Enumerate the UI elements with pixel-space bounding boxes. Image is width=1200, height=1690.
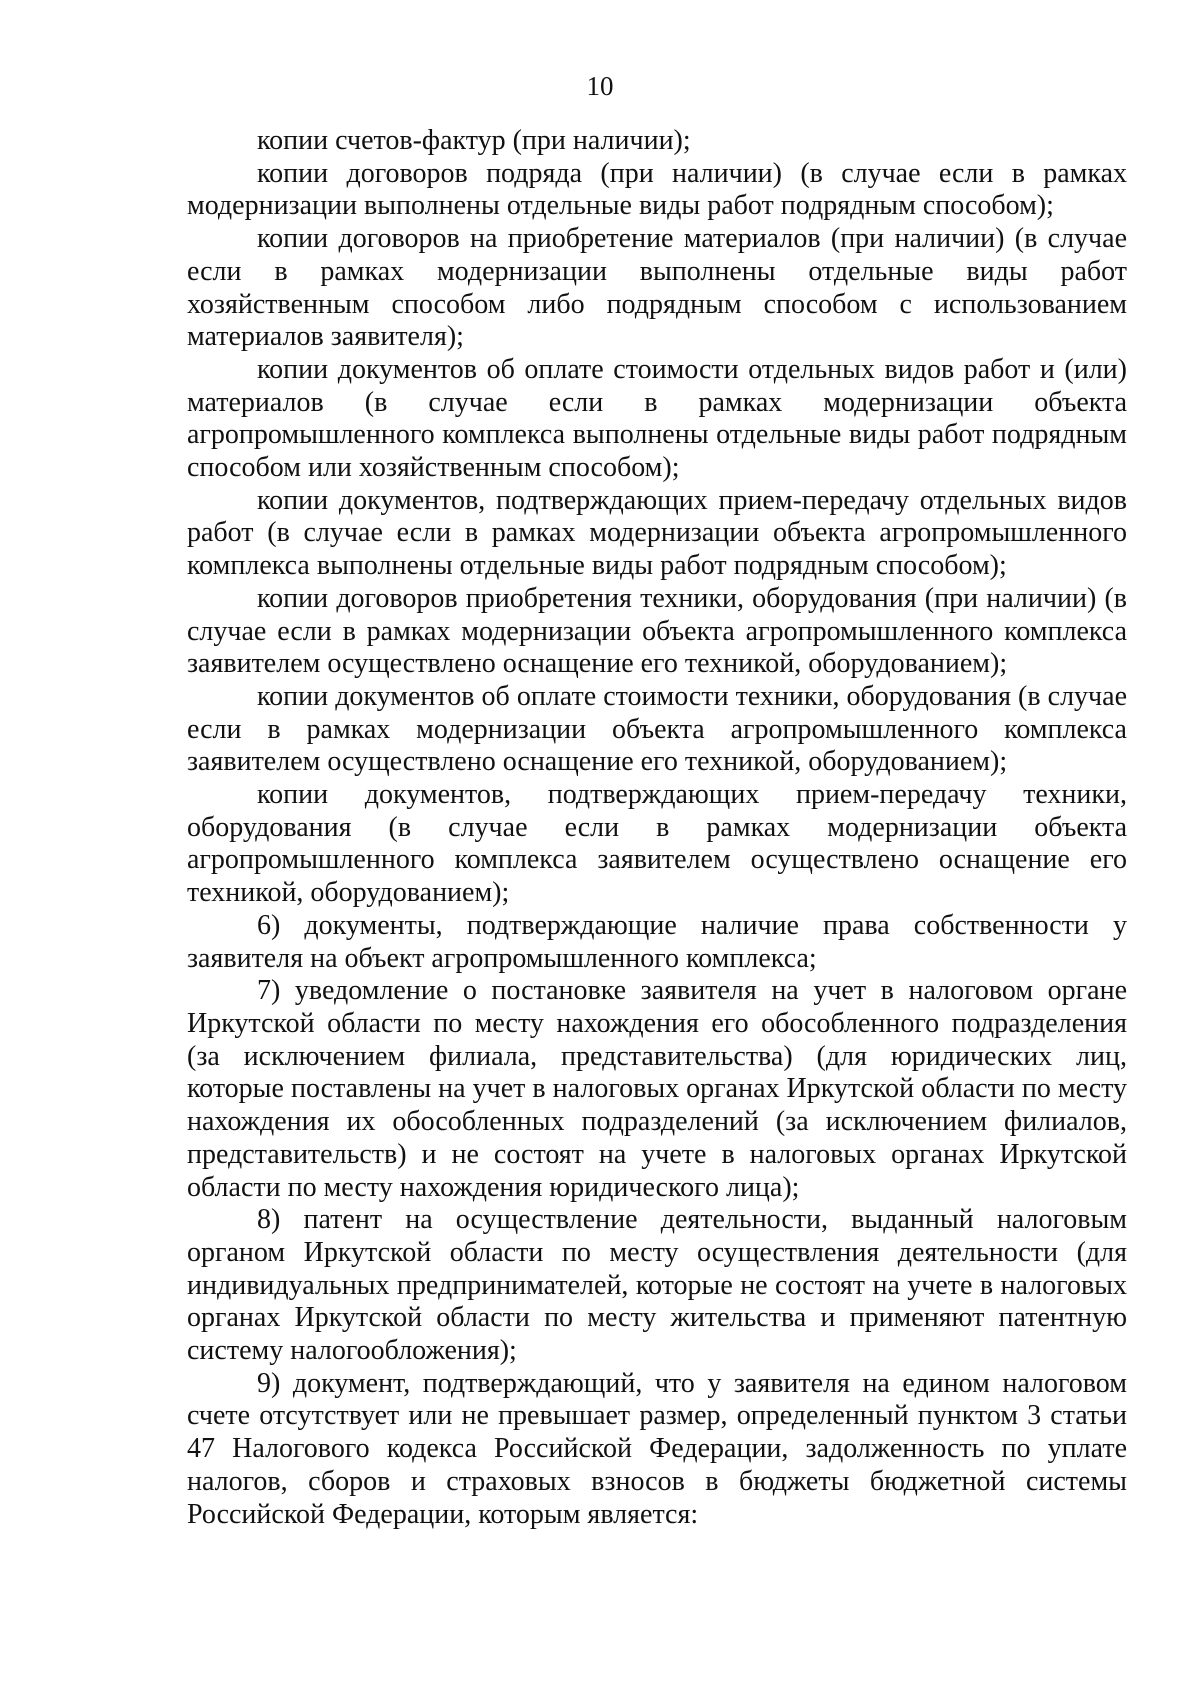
paragraph-item-9: 9) документ, подтверждающий, что у заявителя на едином налоговом счете отсутствует или не превышает размер, определенный пунктом 3 статьи 47 Налогового кодекса Российской Федерации, задолженность по уплате налогов, сборов и страховых взносов в бюджеты бюджетной системы Российской Федерации, которым является: <box>187 1367 1127 1530</box>
paragraph-equipment-payment: копии документов об оплате стоимости техники, оборудования (в случае если в рамках модернизации объекта агропромышленного комплекса заявителем осуществлено оснащение его техникой, оборудованием); <box>187 680 1127 778</box>
paragraph-contract-agreements: копии договоров подряда (при наличии) (в случае если в рамках модернизации выполнены отдельные виды работ подрядным способом); <box>187 157 1127 222</box>
paragraph-item-8: 8) патент на осуществление деятельности, выданный налоговым органом Иркутской области по месту осуществления деятельности (для индивидуальных предпринимателей, которые не состоят на учете в налоговых органах Иркутской области по месту жительства и применяют патентную систему налогообложения); <box>187 1204 1127 1367</box>
paragraph-equipment-acceptance: копии документов, подтверждающих прием-передачу техники, оборудования (в случае если в рамках модернизации объекта агропромышленного комплекса заявителем осуществлено оснащение его техникой, оборудованием); <box>187 779 1127 909</box>
paragraph-equipment-purchase: копии договоров приобретения техники, оборудования (при наличии) (в случае если в рамках модернизации объекта агропромышленного комплекса заявителем осуществлено оснащение его техникой, оборудованием); <box>187 582 1127 680</box>
paragraph-item-7: 7) уведомление о постановке заявителя на учет в налоговом органе Иркутской области по месту нахождения его обособленного подразделения (за исключением филиала, представительства) (для юридических лиц, которые поставлены на учет в налоговых органах Иркутской области по месту нахождения их обособленных подразделений (за исключением филиалов, представительств) и не состоят на учете в налоговых органах Иркутской области по месту нахождения юридического лица); <box>187 975 1127 1203</box>
paragraph-item-6: 6) документы, подтверждающие наличие права собственности у заявителя на объект агропромышленного комплекса; <box>187 909 1127 974</box>
page-number: 10 <box>586 71 614 101</box>
paragraph-work-acceptance: копии документов, подтверждающих прием-передачу отдельных видов работ (в случае если в рамках модернизации объекта агропромышленного комплекса выполнены отдельные виды работ подрядным способом); <box>187 484 1127 582</box>
document-body <box>187 125 1127 1531</box>
paragraph-invoices: копии счетов-фактур (при наличии); <box>257 125 691 156</box>
paragraph-work-payment: копии документов об оплате стоимости отдельных видов работ и (или) материалов (в случае если в рамках модернизации объекта агропромышленного комплекса выполнены отдельные виды работ подрядным способом или хозяйственным способом); <box>187 353 1127 484</box>
paragraph-material-purchase: копии договоров на приобретение материалов (при наличии) (в случае если в рамках модернизации выполнены отдельные виды работ хозяйственным способом либо подрядным способом с использованием материалов заявителя); <box>187 223 1127 353</box>
